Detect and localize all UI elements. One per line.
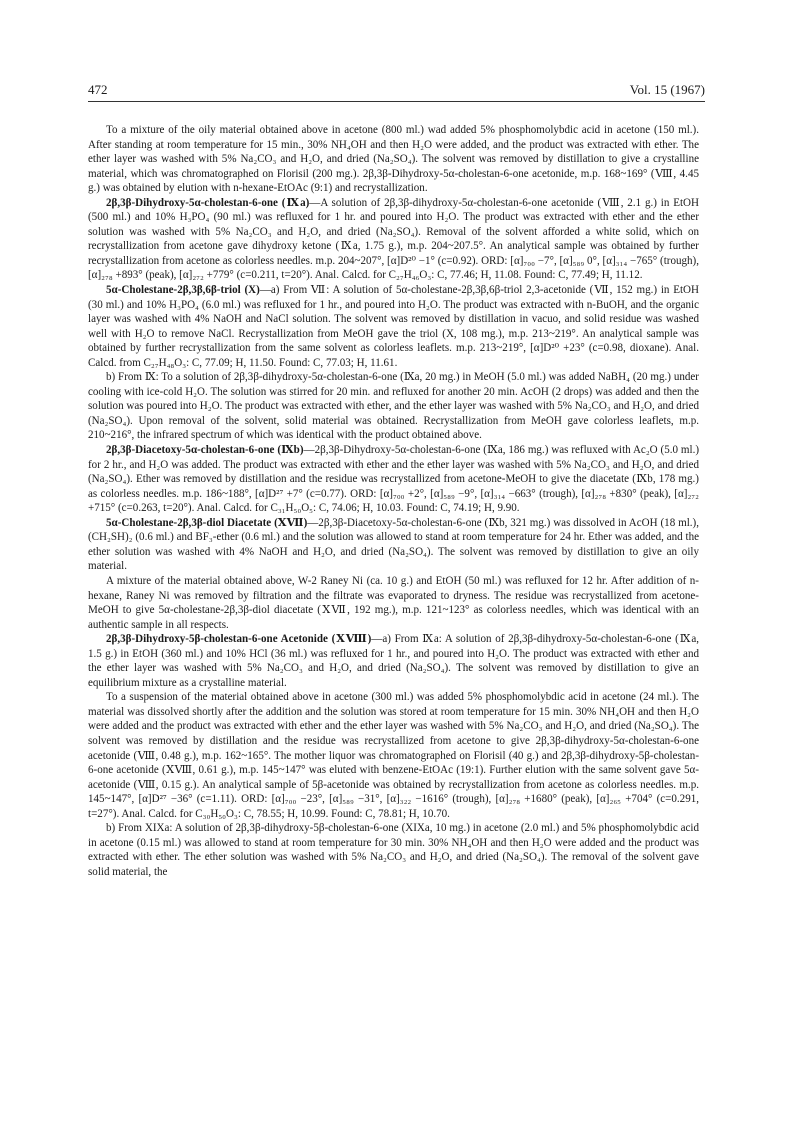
article-body [88,123,699,879]
paragraph: 2β,3β-Diacetoxy-5α-cholestan-6-one (Ⅸb)—2β,3β-Dihydroxy-5α-cholestan-6-one (Ⅸa, 186 mg.) was refluxed with Ac₂O (5.0 ml.) for 2 hr., and H₂O was added. The product was extracted with ether and the ether layer was washed with 5% Na₂CO₃ and H₂O, and dried (Na₂SO₄). Ether was removed by distillation and the residue was recrystallized from acetone-MeOH to give the diacetate (Ⅸb, 178 mg.) as colorless needles. m.p. 186~188°, [α]D²⁷ +7° (c=0.77). ORD: [α]₇₀₀ +2°, [α]₅₈₉ −9°, [α]₃₁₄ −663° (trough), [α]₂₇₈ +830° (peak), [α]₂₇₂ +715° (c=0.263, t=20°). Anal. Calcd. for C₃₁H₅₀O₅: C, 74.06; H, 10.03. Found: C, 74.19; H, 9.90. [88,444,700,515]
compound-heading: 2β,3β-Dihydroxy-5α-cholestan-6-one (Ⅸa) [106,196,310,209]
paragraph: b) From XIXa: A solution of 2β,3β-dihydroxy-5β-cholestan-6-one (XIXa, 10 mg.) in acetone (2.0 ml.) and 5% phosphomolybdic acid in acetone (0.15 ml.) was allowed to stand at room temperature for 30 min. 30% NH₄OH and then H₂O were added and the product was extracted with ether. The ether solution was washed with 5% Na₂CO₃ and H₂O, and dried (Na₂SO₄). The removal of the solvent gave solid material, the [88,822,699,878]
compound-heading: 2β,3β-Diacetoxy-5α-cholestan-6-one (Ⅸb) [106,444,304,457]
paragraph: 2β,3β-Dihydroxy-5α-cholestan-6-one (Ⅸa)—A solution of 2β,3β-dihydroxy-5α-cholestan-6-one acetonide (Ⅷ, 2.1 g.) in EtOH (500 ml.) and 10% H₃PO₄ (90 ml.) was refluxed for 1 hr. and poured into H₂O. The product was extracted with ether and the ether solution was washed with 5% Na₂CO₃ and H₂O, and dried (Na₂SO₄). Removal of the solvent afforded a white solid, which on recrystallization from acetone gave dihydroxy ketone (Ⅸa, 1.75 g.), m.p. 204~207.5°. An analytical sample was obtained by further recrystallization from acetone as colorless needles. m.p. 204~207°, [α]D²⁰ −1° (c=0.92). ORD: [α]₇₀₀ −7°, [α]₅₈₉ 0°, [α]₃₁₄ −765° (trough), [α]₂₇₈ +893° (peak), [α]₂₇₂ +779° (c=0.211, t=20°). Anal. Calcd. for C₂₇H₄₆O₃: C, 77.46; H, 11.08. Found: C, 77.49; H, 11.12. [88,196,699,282]
compound-heading: 2β,3β-Dihydroxy-5β-cholestan-6-one Acetonide (ⅩⅧ) [106,633,372,646]
paragraph: To a suspension of the material obtained above in acetone (300 ml.) was added 5% phosphomolybdic acid in acetone (24 ml.). The material was dissolved shortly after the addition and the solution was stored at room temperature for 15 min. 30% NH₄OH and then H₂O were added and the product was extracted with ether and the ether layer was washed with 5% Na₂CO₃ and H₂O, and dried (Na₂SO₄). The solvent was removed by distillation and the residue was recrystallized from acetone to give 2β,3β-dihydroxy-5α-cholestan-6-one acetonide (Ⅷ, 0.48 g.), m.p. 162~165°. The mother liquor was chromatographed on Florisil (40 g.) and 2β,3β-dihydroxy-5β-cholestan-6-one acetonide (ⅩⅧ, 0.61 g.), m.p. 145~147° was eluted with benzene-EtOAc (19:1). Further elution with the same solvent gave 5α-acetonide (Ⅷ, 0.15 g.). An analytical sample of 5β-acetonide was obtained by recrystallization from acetone as colorless needles. m.p. 145~147°, [α]D²⁷ −36° (c=1.11). ORD: [α]₇₀₀ −23°, [α]₅₈₉ −31°, [α]₃₂₂ −1616° (trough), [α]₂₇₈ +1680° (peak), [α]₂₆₅ +704° (c=0.291, t=27°). Anal. Calcd. for C₃₀H₅₀O₃: C, 78.55; H, 10.99. Found: C, 78.81; H, 10.70. [88,691,699,820]
paragraph: 2β,3β-Dihydroxy-5β-cholestan-6-one Acetonide (ⅩⅧ)—a) From Ⅸa: A solution of 2β,3β-dihydroxy-5α-cholestan-6-one (Ⅸa, 1.5 g.) in EtOH (360 ml.) and 10% HCl (36 ml.) was refluxed for 1 hr., and poured into H₂O. The product was extracted with ether and the ether layer was washed with 5% Na₂CO₃ and H₂O, and dried (Na₂SO₄). The solvent was removed by distillation to give an equilibrium mixture as a crystalline material. [88,633,699,689]
header-rule [88,101,705,102]
running-header [88,82,705,102]
paragraph: 5α-Cholestane-2β,3β,6β-triol (X)—a) From Ⅶ: A solution of 5α-cholestane-2β,3β,6β-triol 2,3-acetonide (Ⅶ, 152 mg.) in EtOH (30 ml.) and 10% H₃PO₄ (6.0 ml.) was refluxed for 1 hr., and poured into H₂O. The product was extracted with n-BuOH, and the organic layer was washed with 4% NaOH and NaCl solution. The solvent was removed by distillation in vacuo, and solid residue was washed well with H₂O to remove NaCl. Recrystallization from MeOH gave the triol (X, 108 mg.), m.p. 213~219°. An analytical sample was obtained by further recrystallization from the same solvent as colorless leaflets. m.p. 213~219°, [α]D²⁰ +23° (c=0.98, dioxane). Anal. Calcd. from C₂₇H₄₈O₃: C, 77.09; H, 11.50. Found: C, 77.03; H, 11.61. [88,284,699,369]
paragraph: 5α-Cholestane-2β,3β-diol Diacetate (ⅩⅦ)—2β,3β-Diacetoxy-5α-cholestan-6-one (Ⅸb, 321 mg.) was dissolved in AcOH (18 ml.), (CH₂SH)₂ (0.6 ml.) and BF₃-ether (0.6 ml.) and the solution was allowed to stand at room temperature for 24 hr. Ether was added, and the ether solution was washed with 4% NaOH and H₂O, and dried (Na₂SO₄). The solvent was removed by distillation to give an oily material. [88,516,699,573]
paragraph: b) From Ⅸ: To a solution of 2β,3β-dihydroxy-5α-cholestan-6-one (Ⅸa, 20 mg.) in MeOH (5.0 ml.) was added NaBH₄ (20 mg.) under cooling with ice-cold H₂O. The solution was stirred for 20 min. and refluxed for another 20 min. AcOH (2 drops) was added and then the solution was poured into H₂O. The product was extracted with ether, and the ether layer was washed with 5% Na₂CO₃ and H₂O, and dried (Na₂SO₄). Upon removal of the solvent, solid material was obtained. Recrystallization from MeOH gave colorless leaflets, m.p. 210~216°, the infrared spectrum of which was identical with the product obtained above. [88,371,699,442]
paragraph: A mixture of the material obtained above, W-2 Raney Ni (ca. 10 g.) and EtOH (50 ml.) was refluxed for 12 hr. After addition of n-hexane, Raney Ni was removed by filtration and the filtrate was evaporated to dryness. The residue was recrystallized from acetone-MeOH to give 5α-cholestane-2β,3β-diol diacetate (ⅩⅦ, 192 mg.), m.p. 121~123° as colorless needles, which was identical with an authentic sample in all respects. [88,574,699,631]
journal-volume: Vol. 15 (1967) [629,82,705,97]
paragraph: To a mixture of the oily material obtained above in acetone (800 ml.) wad added 5% phosphomolybdic acid in acetone (150 ml.). After standing at room temperature for 15 min., 30% NH₄OH and then H₂O were added, and the product was extracted with ether. The ether layer was washed with 5% Na₂CO₃ and H₂O, and dried (Na₂SO₄). The solvent was removed by distillation to give a crystalline material, which was chromatographed on Florisil (200 mg.). 2β,3β-Dihydroxy-5α-cholestan-6-one acetonide, m.p. 168~169° (Ⅷ, 4.45 g.) was obtained by elution with n-hexane-EtOAc (9:1) and recrystallization. [88,124,699,195]
compound-heading: 5α-Cholestane-2β,3β-diol Diacetate (ⅩⅦ) [106,516,308,529]
compound-heading: 5α-Cholestane-2β,3β,6β-triol (X) [106,284,260,297]
page-number: 472 [88,82,108,97]
